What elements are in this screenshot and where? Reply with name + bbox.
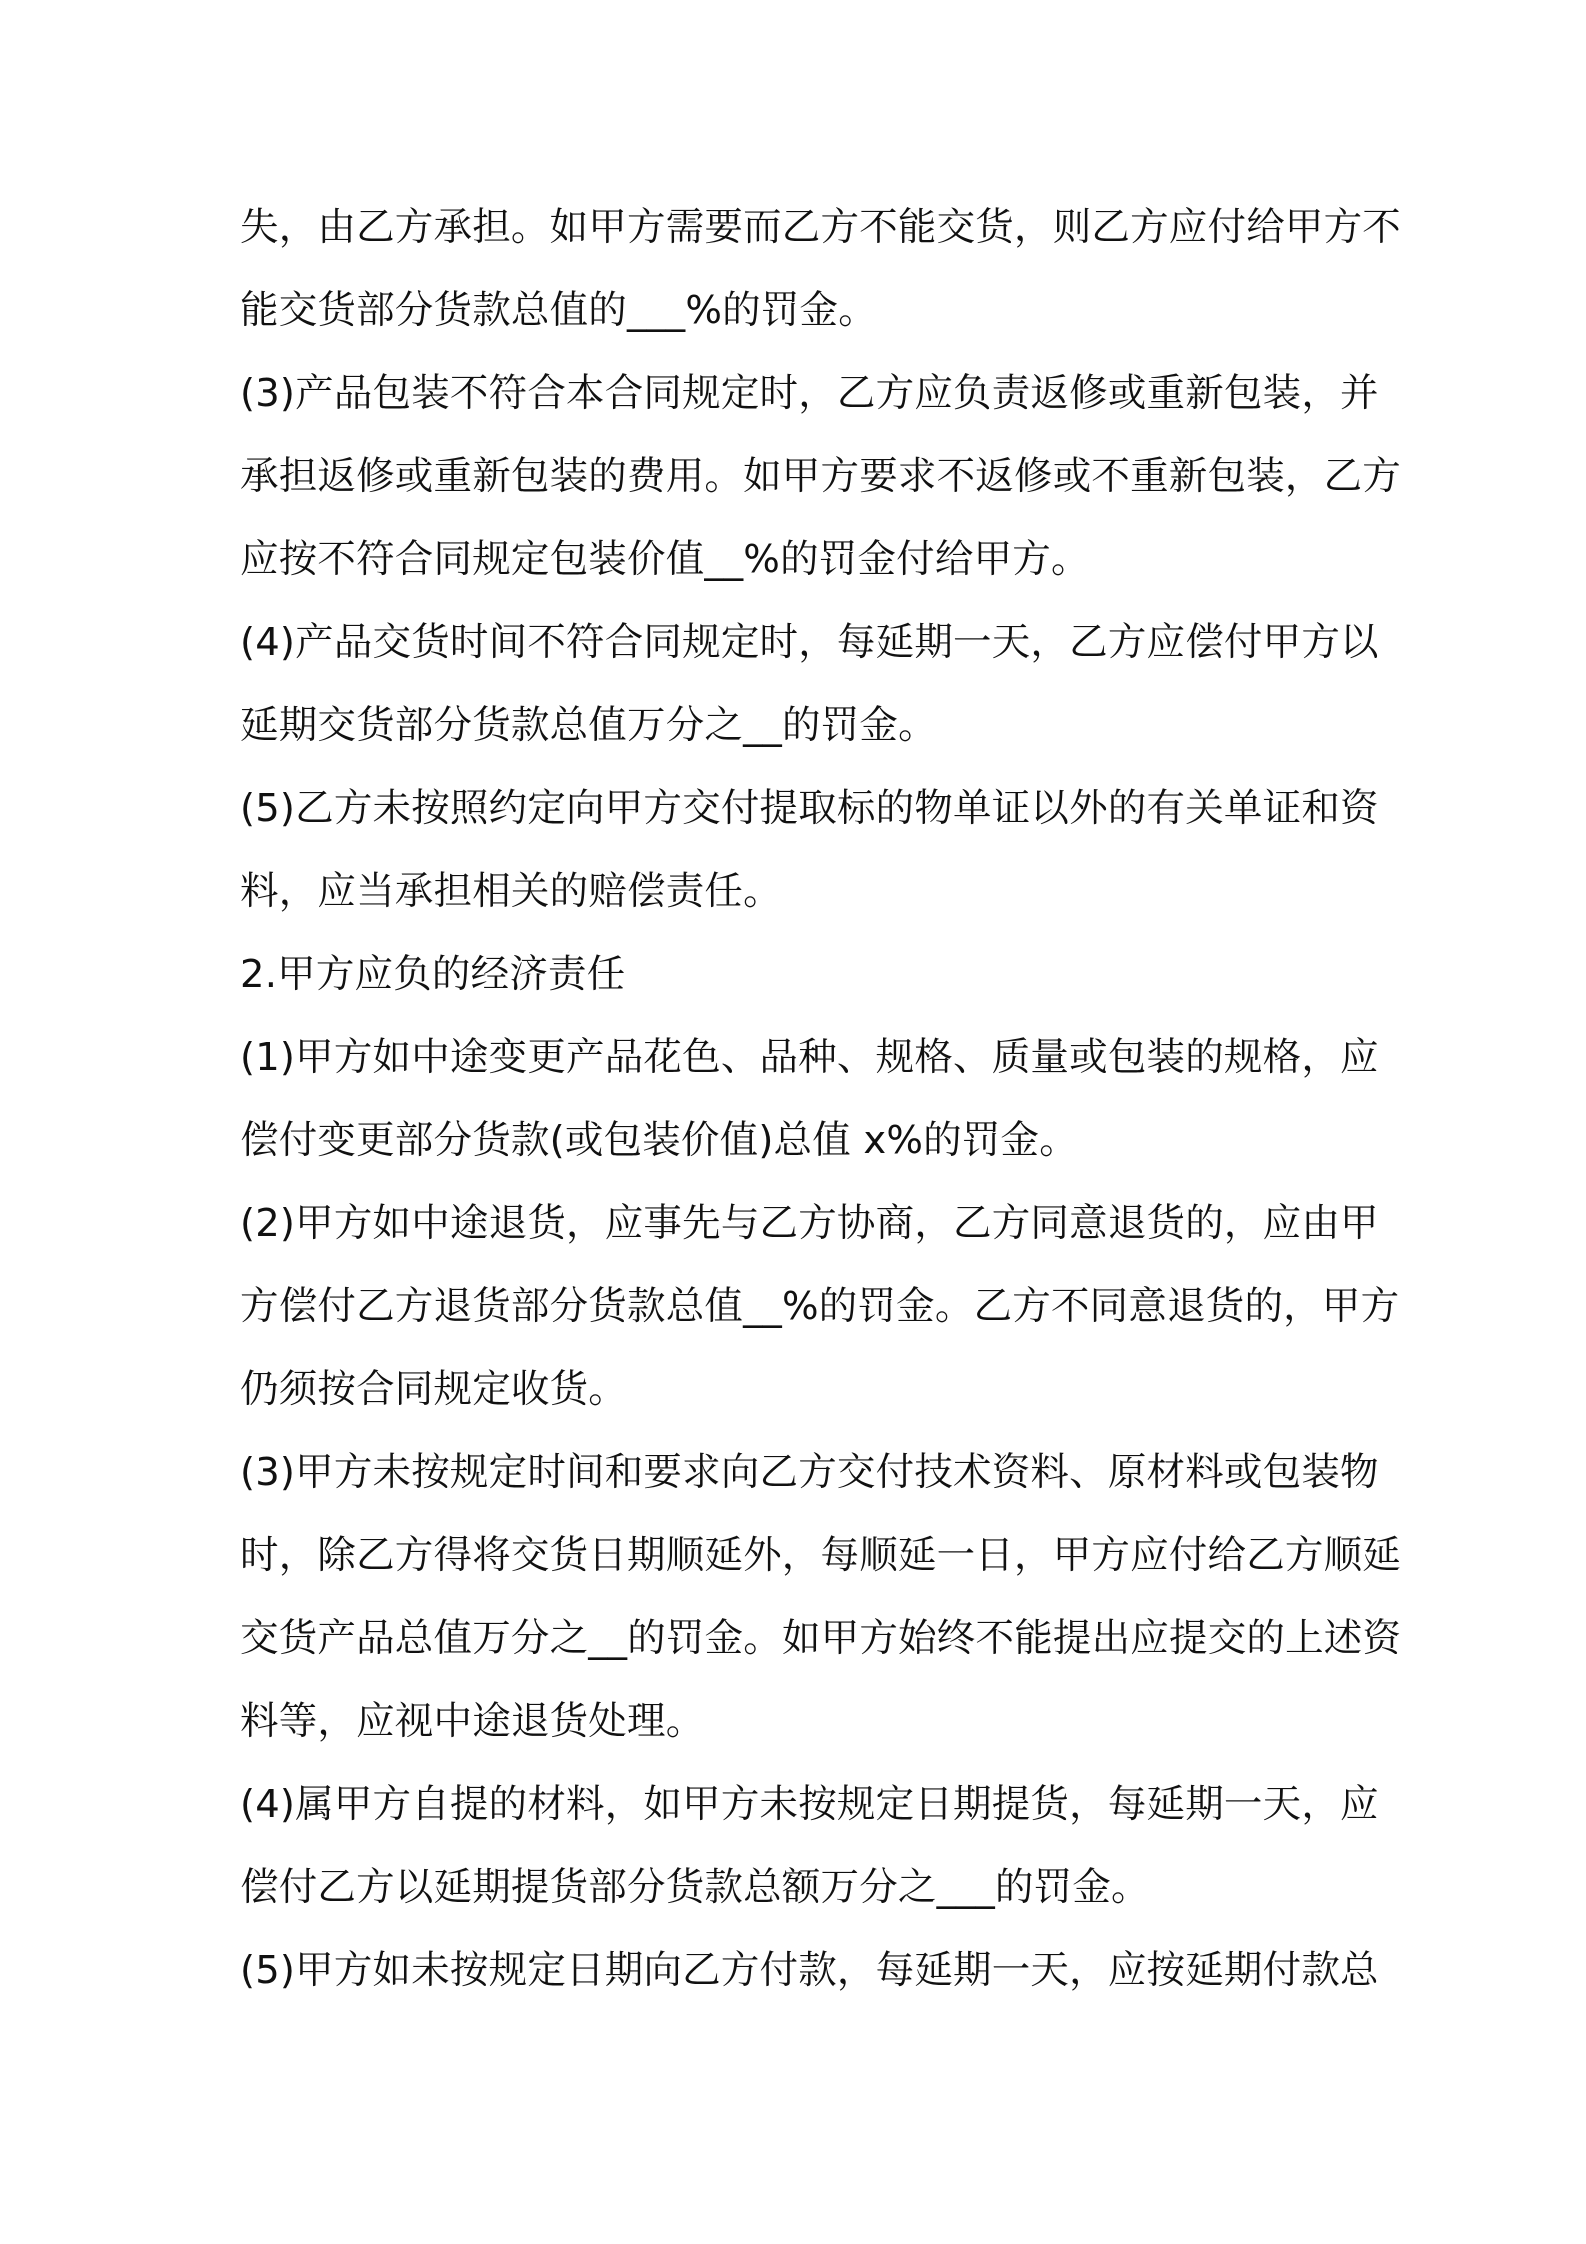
text-line: 承担返修或重新包装的费用。如甲方要求不返修或不重新包装，乙方 bbox=[240, 454, 1402, 499]
text-line: (2)甲方如中途退货，应事先与乙方协商，乙方同意退货的，应由甲 bbox=[240, 1201, 1379, 1246]
text-line: 偿付变更部分货款(或包装价值)总值 x%的罚金。 bbox=[240, 1118, 1078, 1163]
text-line: 应按不符合同规定包装价值__%的罚金付给甲方。 bbox=[240, 537, 1090, 582]
text-line: 料，应当承担相关的赔偿责任。 bbox=[240, 869, 782, 914]
text-line: 仍须按合同规定收货。 bbox=[240, 1367, 628, 1412]
text-line: 交货产品总值万分之__的罚金。如甲方始终不能提出应提交的上述资 bbox=[240, 1616, 1402, 1661]
text-line: 延期交货部分货款总值万分之__的罚金。 bbox=[240, 703, 937, 748]
text-line: 能交货部分货款总值的___%的罚金。 bbox=[240, 288, 877, 333]
text-line: 偿付乙方以延期提货部分货款总额万分之___的罚金。 bbox=[240, 1865, 1150, 1910]
text-line: (5)乙方未按照约定向甲方交付提取标的物单证以外的有关单证和资 bbox=[240, 786, 1379, 831]
text-line: 失，由乙方承担。如甲方需要而乙方不能交货，则乙方应付给甲方不 bbox=[240, 205, 1402, 250]
text-line: 方偿付乙方退货部分货款总值__%的罚金。乙方不同意退货的，甲方 bbox=[240, 1284, 1400, 1329]
text-line: (5)甲方如未按规定日期向乙方付款，每延期一天，应按延期付款总 bbox=[240, 1948, 1379, 1993]
text-line: (4)产品交货时间不符合同规定时，每延期一天，乙方应偿付甲方以 bbox=[240, 620, 1379, 665]
text-line: 料等，应视中途退货处理。 bbox=[240, 1699, 705, 1744]
text-line: (4)属甲方自提的材料，如甲方未按规定日期提货，每延期一天，应 bbox=[240, 1782, 1379, 1827]
section-heading: 2.甲方应负的经济责任 bbox=[240, 952, 626, 997]
contract-text bbox=[240, 198, 1402, 2024]
text-line: 时，除乙方得将交货日期顺延外，每顺延一日，甲方应付给乙方顺延 bbox=[240, 1533, 1402, 1578]
text-line: (3)甲方未按规定时间和要求向乙方交付技术资料、原材料或包装物 bbox=[240, 1450, 1379, 1495]
text-line: (1)甲方如中途变更产品花色、品种、规格、质量或包装的规格，应 bbox=[240, 1035, 1379, 1080]
text-line: (3)产品包装不符合本合同规定时，乙方应负责返修或重新包装，并 bbox=[240, 371, 1379, 416]
